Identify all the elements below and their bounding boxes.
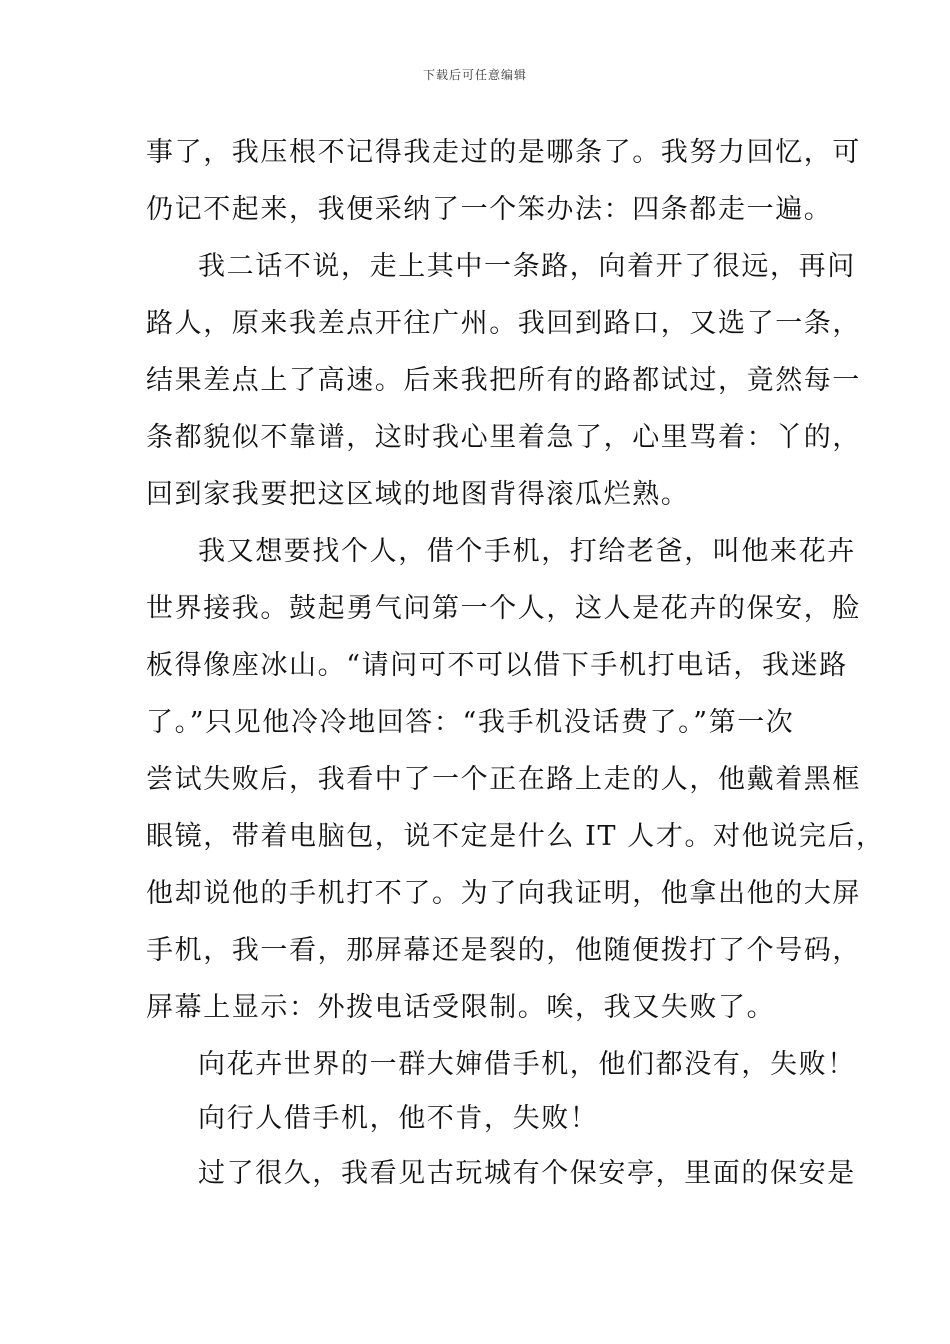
text-line: 条都貌似不靠谱，这时我心里着急了，心里骂着：丫的， (146, 422, 861, 453)
text-line: 路人，原来我差点开往广州。我回到路口，又选了一条， (146, 308, 861, 339)
text-line: 我二话不说，走上其中一条路，向着开了很远，再问 (198, 251, 856, 282)
text-line: 仍记不起来，我便采纳了一个笨办法：四条都走一遍。 (146, 194, 833, 225)
text-line: 我又想要找个人，借个手机，打给老爸，叫他来花卉 (198, 536, 856, 567)
text-line: 向行人借手机，他不肯，失败！ (198, 1103, 599, 1134)
text-line: 世界接我。鼓起勇气问第一个人，这人是花卉的保安，脸 (146, 593, 861, 624)
text-line: 过了很久，我看见古玩城有个保安亭，里面的保安是 (198, 1158, 856, 1189)
text-line: 向花卉世界的一群大婶借手机，他们都没有，失败！ (198, 1049, 856, 1080)
text-line: 眼镜，带着电脑包，说不定是什么 IT 人才。对他说完后， (146, 821, 885, 852)
text-line: 事了，我压根不记得我走过的是哪条了。我努力回忆，可 (146, 137, 861, 168)
page-header: 下载后可任意编辑 (422, 68, 527, 82)
text-line: 回到家我要把这区域的地图背得滚瓜烂熟。 (146, 479, 690, 510)
text-line: 他却说他的手机打不了。为了向我证明，他拿出他的大屏 (146, 878, 861, 909)
document-body (146, 124, 885, 1202)
text-line: 板得像座冰山。“请问可不可以借下手机打电话，我迷路 (146, 650, 848, 681)
text-line: 尝试失败后，我看中了一个正在路上走的人，他戴着黑框 (146, 764, 861, 795)
text-line: 了。”只见他冷冷地回答：“我手机没话费了。”第一次 (146, 707, 795, 738)
text-line: 屏幕上显示：外拨电话受限制。唉，我又失败了。 (146, 992, 776, 1023)
text-line: 结果差点上了高速。后来我把所有的路都试过，竟然每一 (146, 365, 861, 396)
text-line: 手机，我一看，那屏幕还是裂的，他随便拨打了个号码， (146, 935, 861, 966)
